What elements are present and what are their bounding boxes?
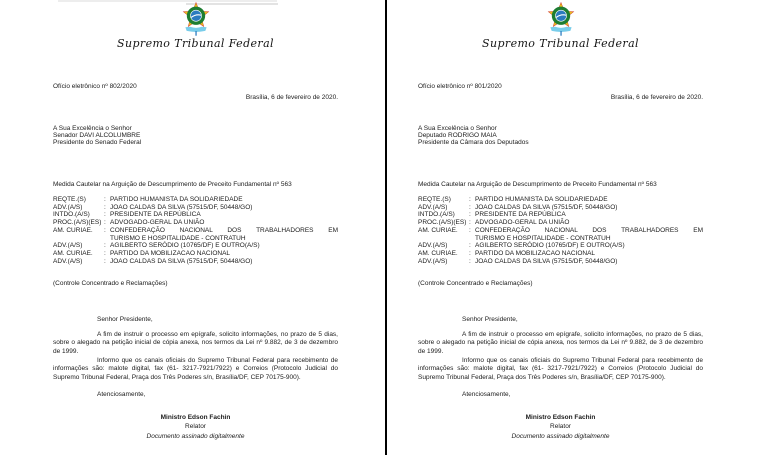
body-paragraph: Informo que os canais oficiais do Supremo Tribunal Federal para recebimento de informações são: malote digital, fax (61- 3217-7921/7922) e Correios (Protocolo Judicial do Supremo Tribunal Federal, Praça dos Três Poderes s/n, Brasília/DF, CEP 70175-900).	[53, 356, 338, 382]
party-value: PRESIDENTE DA REPÚBLICA	[475, 211, 566, 219]
party-value: JOAO CALDAS DA SILVA (57515/DF, 50448/GO)	[110, 257, 253, 265]
case-title: Medida Cautelar na Arguição de Descumprimento de Preceito Fundamental nº 563	[53, 181, 292, 188]
party-label: PROC.(A/S)(ES)	[418, 219, 467, 227]
party-separator: :	[104, 249, 106, 257]
party-value: AGILBERTO SERÓDIO (10765/DF) E OUTRO(A/S)	[475, 242, 625, 250]
body-paragraph: A fim de instruir o processo em epígrafe, solicito informações, no prazo de 5 dias, sobre o alegado na petição inicial de cópia anexa, nos termos da Lei nº 9.882, de 3 de dezembro de 1999.	[53, 330, 338, 355]
party-separator: :	[104, 219, 106, 227]
party-value: PARTIDO DA MOBILIZACAO NACIONAL	[110, 249, 231, 257]
addressee-line: A Sua Excelência o Senhor	[53, 124, 132, 132]
case-title: Medida Cautelar na Arguição de Descumprimento de Preceito Fundamental nº 563	[418, 181, 657, 188]
party-value: ADVOGADO-GERAL DA UNIÃO	[110, 219, 205, 227]
party-separator: :	[469, 196, 471, 203]
party-row	[418, 219, 703, 227]
party-value	[475, 227, 703, 242]
signature-block	[53, 413, 338, 441]
party-separator: :	[469, 249, 471, 257]
page-divider	[385, 0, 387, 455]
party-value: PARTIDO HUMANISTA DA SOLIDARIEDADE	[475, 196, 608, 203]
addressee-block	[418, 125, 703, 147]
party-label: INTDO.(A/S)	[53, 211, 90, 219]
case-class-note: (Controle Concentrado e Reclamações)	[418, 280, 533, 287]
addressee-name: Senador DAVI ALCOLUMBRE	[53, 131, 141, 139]
party-separator: :	[104, 203, 106, 211]
party-value	[110, 227, 338, 242]
party-separator: :	[469, 257, 471, 265]
salutation: Senhor Presidente,	[462, 315, 518, 323]
party-label: ADV.(A/S)	[53, 242, 83, 250]
party-value: PRESIDENTE DA REPÚBLICA	[110, 211, 201, 219]
party-value: JOAO CALDAS DA SILVA (57515/DF, 50448/GO)	[110, 203, 253, 211]
party-label: ADV.(A/S)	[53, 257, 83, 265]
signature-role: Relator	[185, 423, 206, 431]
party-value: ADVOGADO-GERAL DA UNIÃO	[475, 219, 570, 227]
court-title: Supremo Tribunal Federal	[117, 37, 274, 50]
party-value: JOAO CALDAS DA SILVA (57515/DF, 50448/GO)	[475, 257, 618, 265]
oficio-number: Ofício eletrônico nº 802/2020	[53, 83, 137, 90]
brazil-coat-of-arms-icon	[544, 2, 578, 38]
party-row	[418, 196, 703, 204]
signature-note: Documento assinado digitalmente	[511, 432, 610, 440]
party-separator: :	[469, 242, 471, 250]
party-row	[53, 227, 338, 242]
signature-block	[418, 413, 703, 441]
party-separator: :	[104, 257, 106, 265]
party-row	[53, 258, 338, 266]
letter-body	[53, 331, 338, 383]
party-label: ADV.(A/S)	[418, 242, 448, 250]
date-line: Brasília, 6 de fevereiro de 2020.	[245, 93, 338, 101]
party-value-line: TURISMO E HOSPITALIDADE - CONTRATUH	[475, 234, 611, 242]
party-label: INTDO.(A/S)	[418, 211, 455, 219]
party-label: AM. CURIAE.	[53, 226, 93, 234]
center-globe	[555, 10, 566, 21]
party-separator: :	[469, 219, 471, 227]
page-header	[418, 2, 703, 41]
party-label: AM. CURIAE.	[418, 249, 458, 257]
party-value-line: CONFEDERAÇÃO NACIONAL DOS TRABALHADORES EM	[110, 226, 338, 234]
parties-list	[418, 196, 703, 265]
signature-note: Documento assinado digitalmente	[146, 432, 245, 440]
body-paragraph: Informo que os canais oficiais do Supremo Tribunal Federal para recebimento de informações são: malote digital, fax (61- 3217-7921/7922) e Correios (Protocolo Judicial do Supremo Tribunal Federal, Praça dos Três Poderes s/n, Brasília/DF, CEP 70175-900).	[418, 356, 703, 382]
party-label: AM. CURIAE.	[53, 249, 93, 257]
party-label: AM. CURIAE.	[418, 226, 458, 234]
center-globe	[190, 10, 201, 21]
party-row	[53, 250, 338, 258]
parties-list	[53, 196, 338, 265]
party-label: REQTE.(S)	[418, 196, 451, 203]
closing: Atenciosamente,	[97, 391, 146, 398]
party-value: PARTIDO HUMANISTA DA SOLIDARIEDADE	[110, 196, 243, 203]
page-header	[53, 2, 338, 41]
letter-body	[418, 331, 703, 383]
party-value: AGILBERTO SERÓDIO (10765/DF) E OUTRO(A/S)	[110, 242, 260, 250]
oficio-number: Ofício eletrônico nº 801/2020	[418, 83, 502, 90]
sword-grip	[560, 31, 561, 36]
sword-grip	[195, 31, 196, 36]
party-row	[418, 258, 703, 266]
party-row	[418, 250, 703, 258]
party-value: JOAO CALDAS DA SILVA (57515/DF, 50448/GO)	[475, 203, 618, 211]
addressee-title: Presidente do Senado Federal	[53, 139, 142, 147]
signature-name: Ministro Edson Fachin	[160, 414, 231, 421]
party-row	[418, 211, 703, 219]
party-separator: :	[104, 211, 106, 219]
party-row	[53, 219, 338, 227]
party-row	[53, 196, 338, 204]
case-class-note: (Controle Concentrado e Reclamações)	[53, 280, 168, 287]
court-title: Supremo Tribunal Federal	[482, 37, 639, 50]
party-separator: :	[104, 242, 106, 250]
party-label: REQTE.(S)	[53, 196, 86, 203]
party-label: ADV.(A/S)	[418, 257, 448, 265]
party-row	[418, 227, 703, 242]
signature-role: Relator	[550, 423, 571, 431]
addressee-name: Deputado RODRIGO MAIA	[418, 131, 497, 139]
closing: Atenciosamente,	[462, 391, 511, 398]
party-value: PARTIDO DA MOBILIZACAO NACIONAL	[475, 249, 596, 257]
party-separator: :	[469, 203, 471, 211]
addressee-block	[53, 125, 338, 147]
party-separator: :	[104, 196, 106, 203]
addressee-title: Presidente da Câmara dos Deputados	[418, 139, 529, 147]
party-row	[53, 242, 338, 250]
date-line: Brasília, 6 de fevereiro de 2020.	[610, 93, 703, 101]
party-value-line: TURISMO E HOSPITALIDADE - CONTRATUH	[110, 234, 246, 242]
party-row	[418, 242, 703, 250]
party-label: ADV.(A/S)	[418, 203, 448, 211]
party-row	[53, 211, 338, 219]
party-separator: :	[104, 226, 106, 234]
addressee-line: A Sua Excelência o Senhor	[418, 124, 497, 132]
party-value-line: CONFEDERAÇÃO NACIONAL DOS TRABALHADORES EM	[475, 226, 703, 234]
document-page-right	[365, 0, 751, 455]
brazil-coat-of-arms-icon	[179, 2, 213, 38]
party-separator: :	[469, 211, 471, 219]
body-paragraph: A fim de instruir o processo em epígrafe, solicito informações, no prazo de 5 dias, sobre o alegado na petição inicial de cópia anexa, nos termos da Lei nº 9.882, de 3 de dezembro de 1999.	[418, 330, 703, 355]
party-separator: :	[469, 226, 471, 234]
party-label: PROC.(A/S)(ES)	[53, 219, 102, 227]
signature-name: Ministro Edson Fachin	[525, 414, 596, 421]
party-label: ADV.(A/S)	[53, 203, 83, 211]
salutation: Senhor Presidente,	[97, 315, 153, 323]
